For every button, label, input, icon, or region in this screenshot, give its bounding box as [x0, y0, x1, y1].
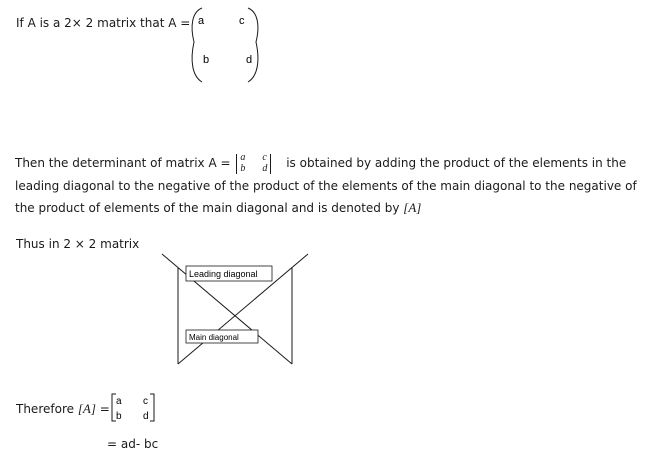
definition-line3-before: the product of elements of the main diagonal and is denoted by	[15, 200, 400, 215]
final-result: = ad- bc	[107, 437, 159, 451]
definition-line1-before: Then the determinant of matrix A =	[15, 156, 231, 170]
det-d: d	[262, 162, 268, 174]
inline-determinant	[236, 153, 280, 175]
det-right-bar	[270, 154, 271, 174]
main-diagonal-label: Main diagonal	[189, 333, 239, 342]
determinant-notation: [A]	[403, 199, 422, 215]
definition-line1-after: is obtained by adding the product of the elements in the	[286, 156, 627, 170]
intro-matrix-c: c	[239, 15, 245, 27]
definition-line-3	[15, 197, 635, 219]
det-left-bar	[236, 154, 237, 174]
intro-matrix-b: b	[203, 54, 210, 66]
intro-matrix-d: d	[246, 54, 253, 66]
example-heading: Thus in 2 × 2 matrix	[16, 237, 140, 251]
intro-matrix	[186, 4, 262, 84]
result-matrix-c: c	[143, 396, 148, 407]
det-c: c	[262, 151, 267, 163]
definition-line-1	[15, 152, 635, 175]
result-matrix	[110, 391, 156, 425]
result-right-bracket	[150, 394, 154, 421]
det-b: b	[240, 162, 246, 174]
diagonal-diagram	[160, 252, 312, 370]
intro-matrix-a: a	[198, 15, 205, 27]
leading-diagonal-label: Leading diagonal	[189, 269, 258, 279]
intro-text: If A is a 2× 2 matrix that A =	[16, 16, 191, 30]
definition-line-2: leading diagonal to the negative of the product of the elements of the main diagonal to the negative of	[15, 178, 637, 193]
therefore-text: Therefore	[16, 402, 74, 416]
result-equals: =	[99, 402, 110, 416]
therefore-line	[16, 401, 110, 417]
result-matrix-a: a	[116, 396, 122, 407]
right-bracket	[248, 8, 258, 82]
result-notation: [A]	[77, 401, 96, 416]
definition-paragraph	[15, 152, 635, 219]
det-a: a	[240, 151, 246, 163]
result-matrix-d: d	[143, 411, 149, 422]
result-matrix-b: b	[116, 411, 122, 422]
